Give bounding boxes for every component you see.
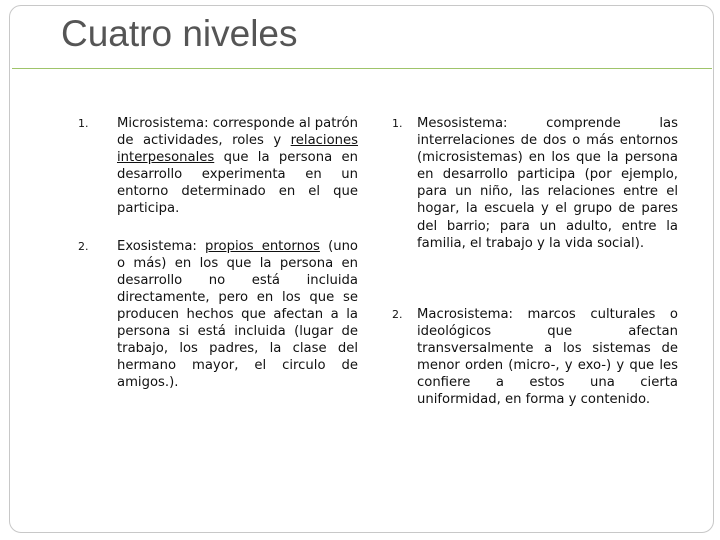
list-item-microsistema bbox=[78, 115, 358, 218]
list-text bbox=[117, 238, 358, 392]
text-before: : bbox=[192, 238, 206, 254]
text-before: corresponde al patrón de actividades, roles y bbox=[117, 116, 358, 149]
right-column bbox=[392, 115, 678, 408]
list-item-mesosistema bbox=[392, 115, 678, 252]
underlined-text: propios entornos bbox=[205, 238, 320, 254]
list-number: 2. bbox=[78, 239, 89, 253]
list-text bbox=[117, 115, 358, 218]
list-item-macrosistema bbox=[392, 306, 678, 409]
text-after: que la persona en desarrollo experimenta en un entorno determinado en el que participa. bbox=[117, 150, 358, 217]
underlined-text: relaciones interpesonales bbox=[117, 133, 358, 166]
term-mesosistema: Mesosistema: bbox=[417, 116, 508, 131]
term-microsistema: Microsistema: bbox=[117, 116, 209, 131]
item-text: : marcos culturales o ideológicos que afectan transversalmente a los sistemas de menor orden (micro-, y exo-) y que les confiere a estos una cierta uniformidad, en forma y contenido. bbox=[417, 306, 678, 408]
list-text bbox=[417, 115, 678, 252]
slide-title: Cuatro niveles bbox=[61, 13, 298, 54]
list-number: 2. bbox=[392, 307, 403, 321]
list-number: 1. bbox=[392, 117, 403, 130]
list-item-exosistema bbox=[78, 238, 358, 392]
term-exosistema: Exosistema bbox=[117, 238, 193, 254]
term-macrosistema: Macrosistema bbox=[417, 306, 509, 322]
text-after: (uno o más) en los que la persona en desarrollo no está incluida directamente, pero en los que se producen hechos que afectan a la persona si está incluida (lugar de trabajo, los padres, la clase del hermano mayor, el circulo de amigos.). bbox=[117, 238, 359, 391]
list-text bbox=[417, 306, 678, 409]
left-column bbox=[78, 115, 358, 391]
list-number: 1. bbox=[78, 117, 89, 130]
item-text: comprende las interrelaciones de dos o más entornos (microsistemas) en los que la persona en desarrollo participa (por ejemplo, para un niño, las relaciones entre el hogar, la escuela y el grupo de pares del barrio; para un adulto, entre la familia, el trabajo y la vida social). bbox=[417, 116, 678, 251]
title-divider bbox=[12, 68, 712, 69]
